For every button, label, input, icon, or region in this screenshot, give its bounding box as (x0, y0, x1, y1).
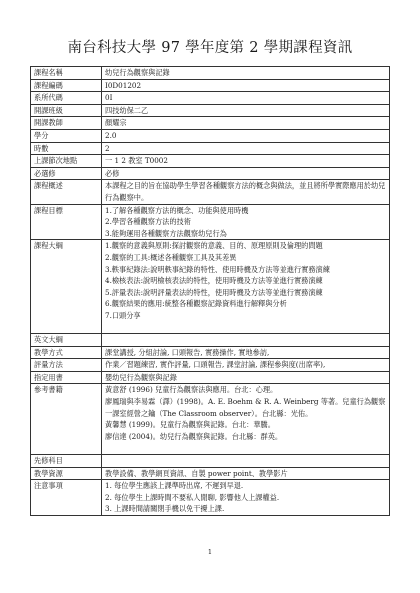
value-line: 2.0 (105, 130, 117, 140)
page-number: 1 (207, 548, 213, 556)
value-line (105, 455, 386, 467)
value-line: 3. 上課時間請關閉手機以免干擾上課. (105, 504, 225, 514)
row-value (102, 455, 390, 468)
table-row (31, 204, 390, 240)
row-label: 課程目標 (31, 204, 102, 240)
table-row (31, 359, 390, 372)
value-line: 作業／習題練習, 實作評量, 口頭報告, 課堂討論, 課程參與度(出席率), (105, 360, 326, 370)
value-line: 3.能夠運用各種觀察方法觀察幼兒行為 (105, 228, 227, 238)
value-line: 一 1 2 教室 T0002 (105, 156, 168, 166)
value-line: 2. 每位學生上課時間不要私人閒聊, 影響他人上課權益. (105, 492, 280, 502)
row-label: 課程概述 (31, 180, 102, 204)
row-label: 課程編碼 (31, 79, 102, 92)
value-line: 6.觀察結果的應用:統整各種觀察記錄資料進行解釋與分析 (105, 299, 287, 309)
value-line: I0D01202 (105, 80, 142, 90)
value-line: 1. 每位學生應該上課準時出席, 不遲到早退. (105, 481, 244, 491)
table-row (31, 79, 390, 92)
table-row (31, 467, 390, 480)
table-row (31, 346, 390, 359)
row-value (102, 129, 390, 142)
table-row (31, 104, 390, 117)
table-row (31, 480, 390, 516)
row-value (102, 240, 390, 334)
table-row (31, 240, 390, 334)
value-line (105, 321, 386, 333)
row-value (102, 142, 390, 155)
row-label: 注意事項 (31, 480, 102, 516)
row-value (102, 92, 390, 105)
value-line: 黃馨慧 (1999)。兒童行為觀察與記錄。台北：華騰。 (105, 420, 275, 430)
value-line: 1.了解各種觀察方法的概念、功能與使用時機 (105, 205, 249, 215)
value-line: 2.學習各種觀察方法的技術 (105, 217, 191, 227)
row-label: 時數 (31, 142, 102, 155)
table-row (31, 180, 390, 204)
table-row (31, 92, 390, 105)
table-row (31, 67, 390, 80)
table-row (31, 334, 390, 347)
value-line: 1.觀察的意義與原則:探討觀察的意義、目的、原理原則及倫理的問題 (105, 241, 323, 251)
value-line: 教學設備、教學網頁資訊、自製 power point、教學影片 (105, 468, 288, 478)
table-row (31, 155, 390, 168)
row-value (102, 371, 390, 384)
row-value (102, 204, 390, 240)
row-value (102, 167, 390, 180)
value-line: 幼兒行為觀察與記錄 (105, 68, 170, 77)
row-label: 上課節次地點 (31, 155, 102, 168)
row-value (102, 467, 390, 480)
row-value (102, 346, 390, 359)
value-line: 顏耀宗 (105, 118, 127, 128)
row-value (102, 359, 390, 372)
table-row (31, 117, 390, 130)
value-line: 5.評量表法:說明評量表法的特性，使用時機及方法等並進行實務演練 (105, 287, 323, 297)
row-value (102, 79, 390, 92)
row-value (102, 67, 390, 80)
row-value (102, 117, 390, 130)
row-value (102, 155, 390, 168)
row-label: 系所代碼 (31, 92, 102, 105)
row-label: 必選修 (31, 167, 102, 180)
value-line: 2 (105, 143, 110, 153)
row-value (102, 180, 390, 204)
table-row (31, 142, 390, 155)
table-row (31, 167, 390, 180)
value-line: 2.觀察的工具:概述各種觀察工具及其差異 (105, 252, 237, 262)
value-line: 本課程之目的旨在協助學生學習各種觀察方法的概念與做法，並且將所學實際應用於幼兒行為觀察中。 (105, 181, 386, 202)
row-value (102, 480, 390, 516)
value-line: 7.口頭分享 (105, 310, 141, 320)
row-value (102, 384, 390, 455)
row-label: 課程大綱 (31, 240, 102, 334)
value-line (105, 334, 386, 346)
value-line: 必修 (105, 168, 120, 178)
value-line: 0I (105, 93, 113, 103)
value-line (105, 442, 386, 454)
table-row (31, 371, 390, 384)
page-title: 南台科技大學 97 學年度第 2 學期課程資訊 (67, 40, 353, 56)
value-line: 黃意舒 (1996) 兒童行為觀察法與應用。台北：心理。 (105, 385, 278, 395)
course-info-table (30, 66, 390, 516)
row-label: 教學方式 (31, 346, 102, 359)
row-label: 學分 (31, 129, 102, 142)
row-label: 參考書籍 (31, 384, 102, 455)
table-row (31, 384, 390, 455)
row-label: 指定用書 (31, 371, 102, 384)
row-label: 教學資源 (31, 467, 102, 480)
row-value (102, 334, 390, 347)
value-line: 四技幼保二乙 (105, 105, 149, 115)
table-row (31, 455, 390, 468)
value-line: 廖信達 (2004)。幼兒行為觀察與記錄。台北縣：群英。 (105, 431, 283, 441)
value-line: 4.檢核表法:說明檢核表法的特性，使用時機及方法等並進行實務演練 (105, 276, 323, 286)
table-row (31, 129, 390, 142)
value-line: 3.軼事紀錄法:說明軼事紀錄的特性、使用時機及方法等並進行實務演練 (105, 264, 330, 274)
value-line: 嬰幼兒行為觀察與記錄 (105, 372, 177, 382)
row-label: 評量方法 (31, 359, 102, 372)
row-label: 課程名稱 (31, 67, 102, 80)
row-value (102, 104, 390, 117)
row-label: 先修科目 (31, 455, 102, 468)
row-label: 英文大綱 (31, 334, 102, 347)
value-line: 課堂講授, 分組討論, 口頭報告, 實務操作, 實地參訪, (105, 347, 270, 357)
row-label: 開課班級 (31, 104, 102, 117)
row-label: 開課教師 (31, 117, 102, 130)
value-line: 廖鳳瑞與李易霖（譯）(1998)。A. E. Boehm & R. A. Weinberg 等著。兒童行為觀察一課室經營之鑰（The Classroom observer）。台北縣：光佑。 (105, 397, 386, 418)
